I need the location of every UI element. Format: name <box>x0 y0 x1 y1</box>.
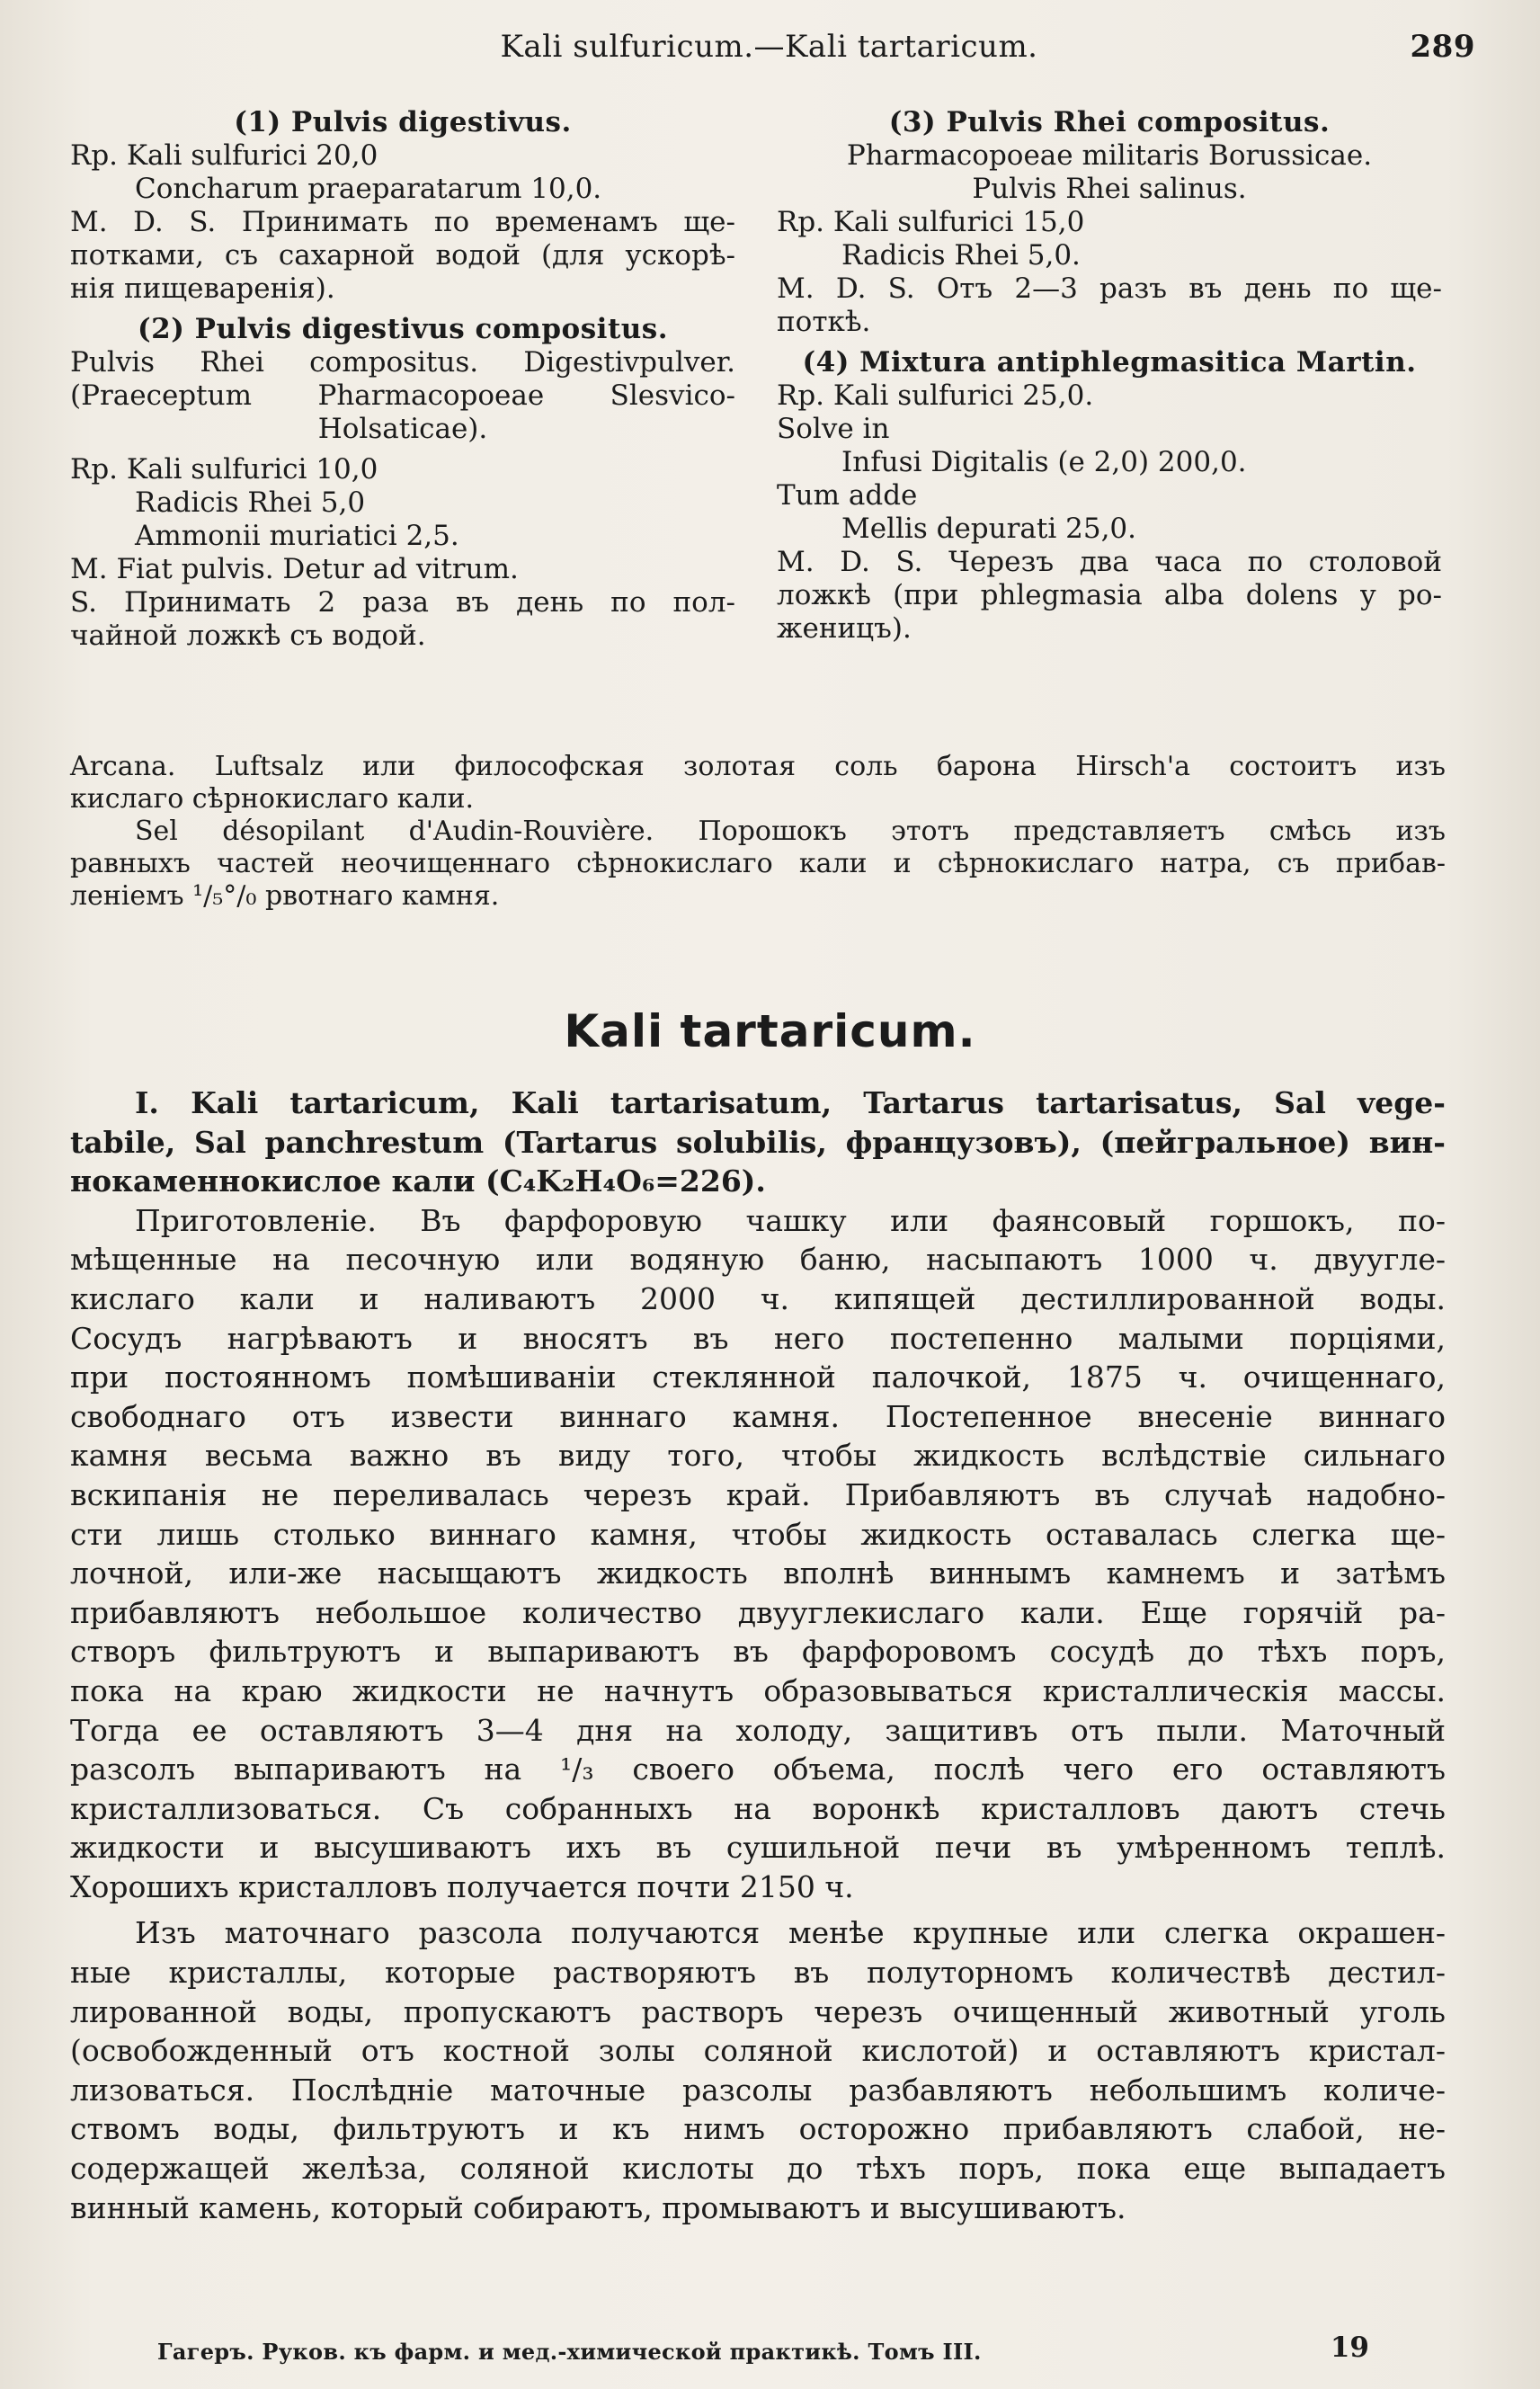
body-line: камня весьма важно въ виду того, чтобы жидкость вслѣдствіе сильнаго <box>70 1438 1446 1474</box>
recipe-line: Radicis Rhei 5,0. <box>841 239 1081 272</box>
recipe-line: S. Принимать 2 раза въ день по пол- <box>70 586 735 619</box>
recipe-line: M. D. S. Отъ 2—3 разъ въ день по ще- <box>777 272 1442 305</box>
section-title: Kali tartaricum. <box>564 1005 976 1057</box>
arcana-line: равныхъ частей неочищеннаго сѣрнокислаго кали и сѣрнокислаго натра, съ прибав- <box>70 848 1446 879</box>
body-line: нокаменнокислое кали (C₄K₂H₄O₆=226). <box>70 1163 766 1199</box>
recipe-line: Rp. Kali sulfurici 15,0 <box>777 206 1085 238</box>
body-line: при постоянномъ помѣшиваніи стеклянной палочкой, 1875 ч. очищеннаго, <box>70 1359 1446 1395</box>
recipe-line: нія пищеваренія). <box>70 272 335 305</box>
arcana-line: Sel désopilant d'Audin-Rouvière. Порошокъ этотъ представляетъ смѣсь изъ <box>135 816 1446 847</box>
recipe-line: Pulvis Rhei compositus. Digestivpulver. <box>70 346 735 379</box>
recipe-line: ложкѣ (при phlegmasia alba dolens у ро- <box>777 579 1442 611</box>
recipe-columns <box>70 106 1446 735</box>
body-line: жидкости и высушиваютъ ихъ въ сушильной печи въ умѣренномъ теплѣ. <box>70 1830 1446 1866</box>
recipe-line: (3) Pulvis Rhei compositus. <box>888 106 1331 138</box>
body-line: винный камень, который собираютъ, промываютъ и высушиваютъ. <box>70 2189 1126 2225</box>
recipe-line: Ammonii muriatici 2,5. <box>135 520 459 552</box>
recipe-line: Infusi Digitalis (e 2,0) 200,0. <box>841 446 1247 478</box>
body-line: кристаллизоваться. Съ собранныхъ на воронкѣ кристалловъ даютъ стечь <box>70 1790 1446 1826</box>
arcana-line: Arcana. Luftsalz или философская золотая соль барона Hirsch'а состоитъ изъ <box>70 751 1446 782</box>
recipe-line: Mellis depurati 25,0. <box>841 513 1136 545</box>
recipe-line: Radicis Rhei 5,0 <box>135 486 366 519</box>
body-line: лизоваться. Послѣдніе маточные разсолы разбавляютъ небольшимъ количе- <box>70 2072 1446 2108</box>
body-line: I. Kali tartaricum, Kali tartarisatum, Tartarus tartarisatus, Sal vege- <box>135 1085 1446 1120</box>
body-line: мѣщенные на песочную или водяную баню, насыпаютъ 1000 ч. двуугле- <box>70 1242 1446 1278</box>
recipe-line: Rp. Kali sulfurici 25,0. <box>777 379 1094 412</box>
body-text <box>70 1083 1446 2227</box>
body-line: прибавляютъ небольшое количество двууглекислаго кали. Еще горячій ра- <box>70 1594 1446 1630</box>
recipe-line: Rp. Kali sulfurici 10,0 <box>70 453 378 486</box>
recipe-line: Tum adde <box>777 479 918 512</box>
recipe-line: (Praeceptum Pharmacopoeae Slesvico- <box>70 379 735 412</box>
body-line: Хорошихъ кристалловъ получается почти 2150 ч. <box>70 1868 854 1904</box>
running-title: Kali sulfuricum.—Kali tartaricum. <box>500 29 1038 65</box>
recipe-line: (4) Mixtura antiphlegmasitica Martin. <box>802 346 1417 379</box>
footer <box>157 2333 1405 2369</box>
body-line: ные кристаллы, которые растворяютъ въ полуторномъ количествѣ дестил- <box>70 1955 1446 1991</box>
recipe-line: потками, съ сахарной водой (для ускорѣ- <box>70 239 735 272</box>
body-line: лированной воды, пропускаютъ растворъ черезъ очищенный животный уголь <box>70 1993 1446 2029</box>
footer-text: Гагеръ. Руков. къ фарм. и мед.-химической практикѣ. Томъ III. <box>157 2339 982 2365</box>
body-line: tabile, Sal panchrestum (Tartarus solubilis, французовъ), (пейгральное) вин- <box>70 1124 1446 1160</box>
body-line: лочной, или-же насыщаютъ жидкость вполнѣ виннымъ камнемъ и затѣмъ <box>70 1556 1446 1591</box>
body-line: ствомъ воды, фильтруютъ и къ нимъ осторожно прибавляютъ слабой, не- <box>70 2111 1446 2147</box>
body-line: свободнаго отъ извести виннаго камня. Постепенное внесеніе виннаго <box>70 1398 1446 1434</box>
arcana-section <box>70 751 1446 913</box>
recipe-line: Solve in <box>777 413 890 445</box>
body-line: разсолъ выпариваютъ на ¹/₃ своего объема, послѣ чего его оставляютъ <box>70 1752 1446 1787</box>
recipe-line: Rp. Kali sulfurici 20,0 <box>70 139 378 172</box>
arcana-line: леніемъ ¹/₅°/₀ рвотнаго камня. <box>70 880 500 912</box>
right-column <box>777 106 1442 646</box>
body-line: Изъ маточнаго разсола получаются менѣе крупные или слегка окрашен- <box>135 1915 1446 1951</box>
body-line: (освобожденный отъ костной золы соляной кислотой) и оставляютъ кристал- <box>70 2033 1446 2069</box>
recipe-line: чайной ложкѣ съ водой. <box>70 620 426 652</box>
recipe-line: Concharum praeparatarum 10,0. <box>135 173 602 205</box>
arcana-line: кислаго сѣрнокислаго кали. <box>70 783 474 815</box>
body-line: створъ фильтруютъ и выпариваютъ въ фарфоровомъ сосудѣ до тѣхъ поръ, <box>70 1634 1446 1670</box>
body-line: пока на краю жидкости не начнутъ образовываться кристаллическія массы. <box>70 1672 1446 1708</box>
body-line: содержащей желѣза, соляной кислоты до тѣхъ поръ, пока еще выпадаетъ <box>70 2151 1446 2187</box>
recipe-line: Holsaticae). <box>317 413 488 445</box>
body-line: кислаго кали и наливаютъ 2000 ч. кипящей дестиллированной воды. <box>70 1280 1446 1316</box>
recipe-line: M. D. S. Принимать по временамъ ще- <box>70 206 735 238</box>
body-line: Тогда ее оставляютъ 3—4 дня на холоду, защитивъ отъ пыли. Маточный <box>70 1712 1446 1748</box>
recipe-line: M. D. S. Черезъ два часа по столовой <box>777 546 1442 578</box>
body-line: Сосудъ нагрѣваютъ и вносятъ въ него постепенно малыми порціями, <box>70 1320 1446 1356</box>
recipe-line: Pulvis Rhei salinus. <box>972 173 1247 205</box>
signature-mark: 19 <box>1330 2331 1369 2364</box>
body-line: Приготовленіе. Въ фарфоровую чашку или фаянсовый горшокъ, по- <box>135 1202 1446 1238</box>
left-column <box>70 106 735 653</box>
recipe-line: женицъ). <box>777 612 912 645</box>
body-line: сти лишь столько виннаго камня, чтобы жидкость оставалась слегка ще- <box>70 1516 1446 1552</box>
recipe-line: поткѣ. <box>777 306 871 338</box>
body-line: вскипанія не переливалась черезъ край. Прибавляютъ въ случаѣ надобно- <box>70 1476 1446 1512</box>
recipe-line: M. Fiat pulvis. Detur ad vitrum. <box>70 553 519 585</box>
recipe-line: (2) Pulvis digestivus compositus. <box>137 313 669 345</box>
running-head <box>63 20 1475 74</box>
recipe-line: Pharmacopoeae militaris Borussicae. <box>846 139 1373 172</box>
page-number: 289 <box>1410 29 1475 65</box>
recipe-line: (1) Pulvis digestivus. <box>234 106 572 138</box>
